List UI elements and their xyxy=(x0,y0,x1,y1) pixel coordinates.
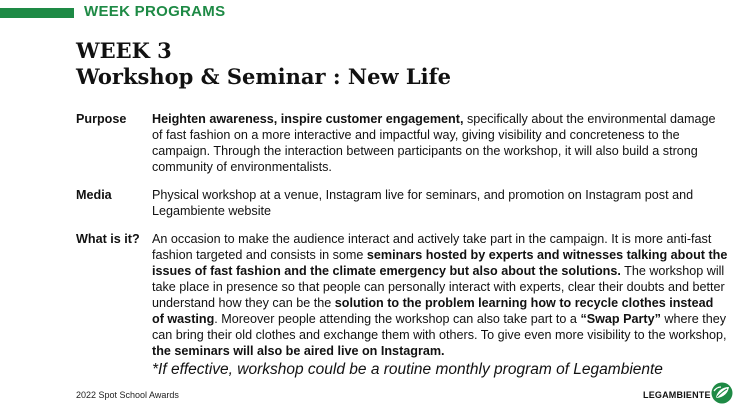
legambiente-leaf-icon xyxy=(710,382,734,404)
what-bold-2: solution to the problem learning how to recycle clothes instead of wasting xyxy=(152,296,714,326)
title-line-2: Workshop & Seminar : New Life xyxy=(76,64,451,89)
row-media xyxy=(76,187,728,219)
content-rows xyxy=(76,111,728,392)
what-body xyxy=(152,231,728,380)
footer-event: 2022 Spot School Awards xyxy=(76,390,179,400)
section-label: WEEK PROGRAMS xyxy=(84,3,226,20)
what-bold-3: “Swap Party” xyxy=(580,312,661,326)
title-line-1: WEEK 3 xyxy=(76,38,172,63)
what-bold-1: seminars hosted by experts and witnesses talking about the issues of fast fashion and the climate emergency but also about the solutions. xyxy=(152,248,728,278)
what-note: *If effective, workshop could be a routine monthly program of Legambiente xyxy=(152,361,663,378)
what-text-2: The workshop will take place in presence so that people can personally interact with experts, clear their doubts and better understand how they can be the xyxy=(152,264,725,310)
purpose-body xyxy=(152,111,728,175)
purpose-bold: Heighten awareness, inspire customer engagement, xyxy=(152,112,464,126)
media-label: Media xyxy=(76,188,112,202)
footer-brand: LEGAMBIENTE xyxy=(643,390,711,400)
purpose-text: specifically about the environmental damage of fast fashion on a more interactive and impactful way, giving visibility and concreteness to the campaign. Through the interaction between participants on the workshop, it will also build a strong community of environmentalists. xyxy=(152,112,716,174)
what-label: What is it? xyxy=(76,232,140,246)
what-bold-4: the seminars will also be aired live on Instagram. xyxy=(152,344,445,358)
page-title xyxy=(76,38,451,90)
media-body: Physical workshop at a venue, Instagram live for seminars, and promotion on Instagram post and Legambiente website xyxy=(152,188,694,218)
what-text-1: An occasion to make the audience interact and actively take part in the campaign. It is more anti-fast fashion targeted and consists in some xyxy=(152,232,712,262)
row-what xyxy=(76,231,728,380)
row-purpose xyxy=(76,111,728,175)
section-bar xyxy=(0,8,74,18)
what-text-3: . Moreover people attending the workshop can also take part to a xyxy=(214,312,581,326)
what-text-4: where they can bring their old clothes and exchange them with others. To give even more visibility to the workshop, xyxy=(152,312,727,342)
purpose-label: Purpose xyxy=(76,112,127,126)
